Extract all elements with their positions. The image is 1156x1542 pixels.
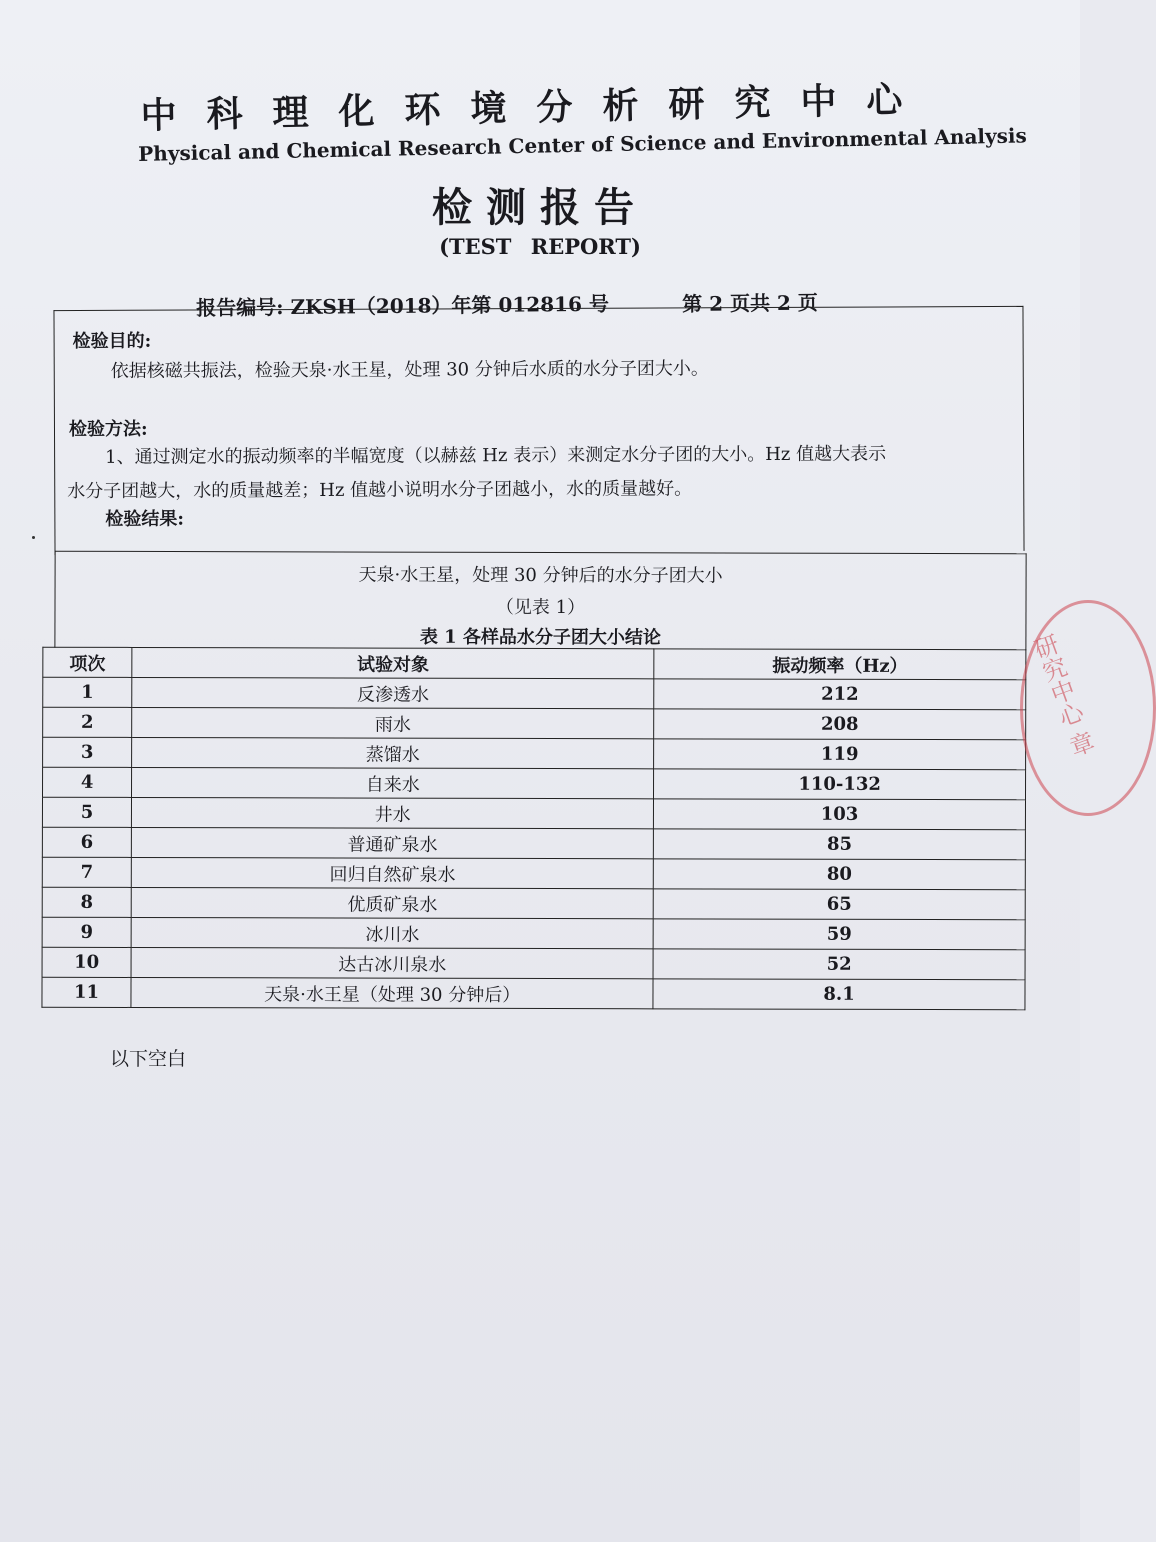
row-subject: 冰川水 (131, 917, 653, 948)
row-frequency: 65 (653, 889, 1025, 920)
table-row (43, 737, 1026, 770)
table-header-row (43, 647, 1026, 680)
row-no: 2 (43, 707, 132, 737)
table-caption (54, 551, 1026, 651)
row-subject: 优质矿泉水 (131, 887, 653, 918)
method-text-line-2: 水分子团越大，水的质量越差；Hz 值越小说明水分子团越小，水的质量越好。 (67, 478, 693, 503)
row-no: 1 (43, 677, 132, 707)
row-no: 11 (42, 977, 131, 1007)
row-subject: 自来水 (132, 767, 654, 798)
header-subject: 试验对象 (132, 647, 654, 678)
row-frequency: 212 (654, 679, 1026, 710)
table-row (42, 917, 1025, 950)
purpose-label: 检验目的: (72, 330, 152, 353)
report-title-en: (TEST REPORT) (439, 234, 641, 259)
row-subject: 回归自然矿泉水 (131, 857, 653, 888)
organization-name-en: Physical and Chemical Research Center of Science and Environmental Analysis (138, 123, 1027, 166)
page-number: 第 2 页共 2 页 (682, 290, 818, 316)
row-frequency: 119 (654, 739, 1026, 770)
report-title-cn: 检测报告 (432, 184, 648, 231)
table-caption-title: 天泉·水王星，处理 30 分钟后的水分子团大小 (358, 564, 723, 587)
row-subject: 井水 (132, 797, 654, 828)
results-table (41, 647, 1026, 1011)
row-no: 3 (43, 737, 132, 767)
results-section (41, 551, 1026, 1046)
table-row (43, 707, 1026, 740)
row-frequency: 208 (654, 709, 1026, 740)
row-subject: 雨水 (132, 707, 654, 738)
table-row (43, 677, 1026, 710)
table-row (42, 947, 1025, 980)
table-row (42, 887, 1025, 920)
row-subject: 普通矿泉水 (132, 827, 654, 858)
row-subject: 达古冰川泉水 (131, 947, 653, 978)
method-text-line-1: 1、通过测定水的振动频率的半幅宽度（以赫兹 Hz 表示）来测定水分子团的大小。Hz 值越大表示 (105, 443, 887, 468)
row-frequency: 110-132 (654, 769, 1026, 800)
header-frequency: 振动频率（Hz） (654, 649, 1026, 680)
row-no: 5 (42, 797, 131, 827)
table-caption-ref: （见表 1） (495, 596, 586, 619)
seal-text: 研究中心 章 (1026, 631, 1097, 761)
organization-name-cn: 中科理化环境分析研究中心 (140, 78, 933, 137)
row-subject: 反渗透水 (132, 677, 654, 708)
row-no: 9 (42, 917, 131, 947)
row-no: 6 (42, 827, 131, 857)
table-caption-name: 表 1 各样品水分子团大小结论 (419, 626, 661, 649)
row-no: 4 (43, 767, 132, 797)
method-label: 检验方法: (68, 418, 148, 441)
blank-below-note: 以下空白 (110, 1048, 187, 1070)
row-frequency: 103 (654, 799, 1026, 830)
paper-speck (32, 536, 35, 539)
official-seal (1020, 600, 1156, 816)
row-frequency: 8.1 (653, 979, 1025, 1010)
row-subject: 蒸馏水 (132, 737, 654, 768)
table-row (43, 767, 1026, 800)
row-no: 10 (42, 947, 131, 977)
table-row (42, 977, 1025, 1010)
report-number: 报告编号: ZKSH（2018）年第 012816 号 (196, 291, 610, 320)
table-row (42, 857, 1025, 890)
row-frequency: 59 (653, 919, 1025, 950)
table-row (42, 797, 1025, 830)
result-label: 检验结果: (105, 508, 185, 530)
row-frequency: 85 (654, 829, 1026, 860)
header-item-no: 项次 (43, 647, 132, 677)
row-no: 8 (42, 887, 131, 917)
row-subject: 天泉·水王星（处理 30 分钟后） (131, 977, 653, 1008)
row-no: 7 (42, 857, 131, 887)
row-frequency: 80 (653, 859, 1025, 890)
inspection-info-box (53, 306, 1024, 555)
purpose-text: 依据核磁共振法，检验天泉·水王星，处理 30 分钟后水质的水分子团大小。 (110, 358, 709, 382)
table-row (42, 827, 1025, 860)
row-frequency: 52 (653, 949, 1025, 980)
